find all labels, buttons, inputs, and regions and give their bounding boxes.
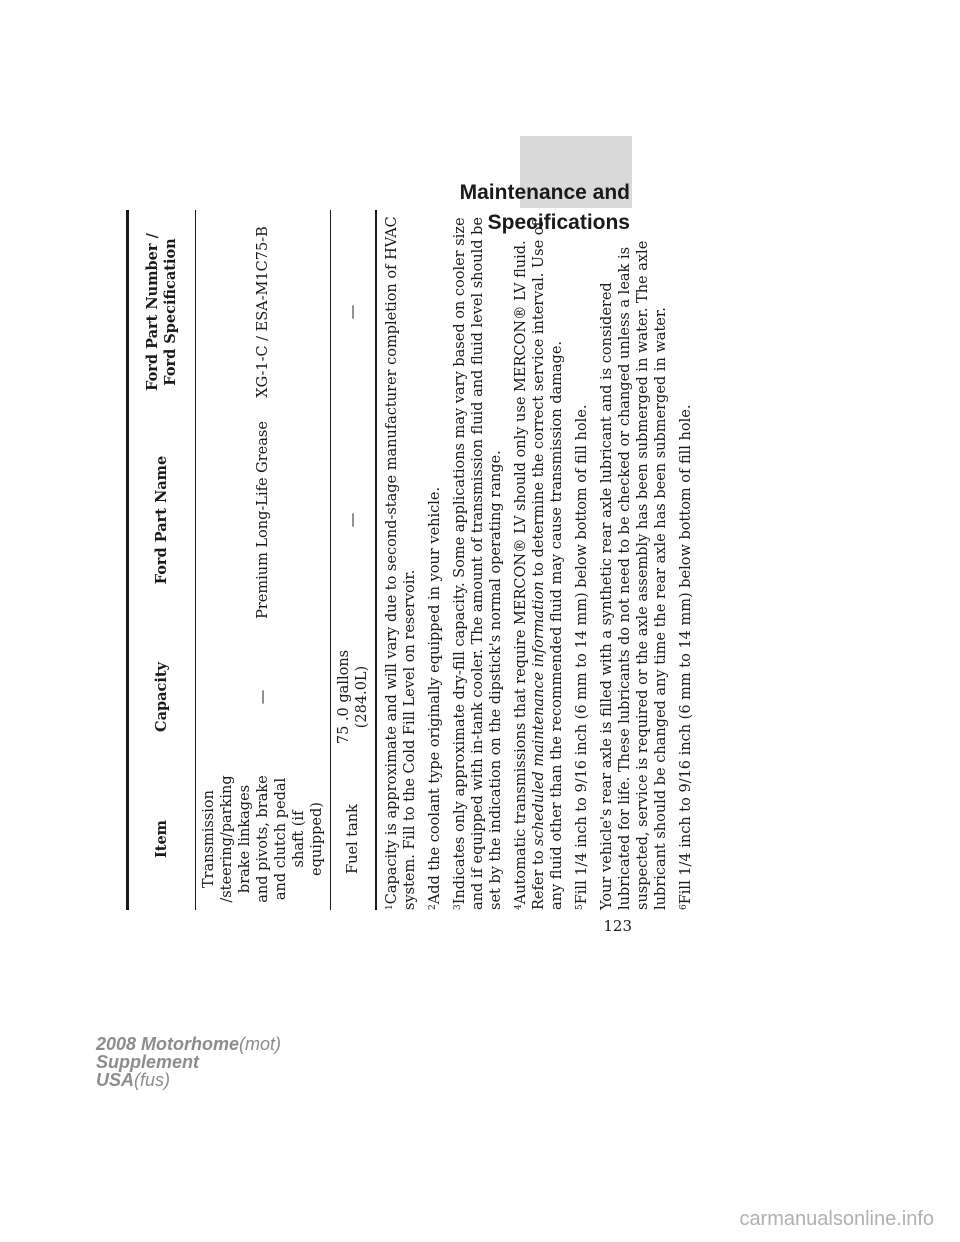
footer-market: USA xyxy=(96,1070,135,1090)
footnote-marker: 2 xyxy=(428,904,438,910)
footnote-text: Fill 1/4 inch to 9/16 inch (6 mm to 14 mm) below bottom of fill hole. xyxy=(574,404,590,905)
footer-line-2: Supplement xyxy=(96,1052,200,1072)
footer-line-1 xyxy=(96,1035,281,1053)
table-header-row xyxy=(128,210,196,910)
cell-part-name: Premium Long-Life Grease xyxy=(196,414,331,626)
footnote-text: Indicates only approximate dry-fill capacity. Some applications may vary based on cooler size and if equipped with in-tank cooler. The amount of transmission fluid and fluid level should be set by the indication on the dipstick's normal operating range. xyxy=(452,217,504,910)
footnote-text: Add the coolant type originally equipped in your vehicle. xyxy=(427,486,443,905)
footnote-marker: 6 xyxy=(679,904,689,910)
page-section-title: Maintenance and Specifications xyxy=(459,181,630,234)
footnote-text: Capacity is approximate and will vary due to second-stage manufacturer completion of HVAC system. Fill to the Cold Fill Level on reservoir. xyxy=(384,216,418,910)
table-row xyxy=(196,210,331,910)
watermark: carmanualsonline.info xyxy=(739,1208,934,1230)
footer-model: 2008 Motorhome xyxy=(96,1034,240,1054)
footnote-5 xyxy=(573,210,591,910)
footnote-marker: 4 xyxy=(514,904,524,910)
cell-item: Transmission /steering/parking brake linkages and pivots, brake and clutch pedal shaft (if equipped) xyxy=(196,768,331,910)
footnote-marker: 3 xyxy=(453,904,463,910)
footnote-text: Automatic transmissions that require MERCON® LV should only use MERCON® LV fluid. Refer to xyxy=(513,240,547,910)
cell-item: Fuel tank xyxy=(345,804,361,874)
column-header-part-name: Ford Part Name xyxy=(128,414,196,626)
cell-capacity: 75 .0 gallons (284.0L) xyxy=(336,649,370,745)
rotated-content xyxy=(126,210,694,910)
column-header-part-number: Ford Part Number / Ford Specification xyxy=(128,210,196,414)
footnote-marker: 5 xyxy=(575,904,585,910)
footer-model-code: (mot) xyxy=(239,1034,282,1054)
page-number: 123 xyxy=(603,917,632,935)
footnote-text: Fill 1/4 inch to 9/16 inch (6 mm to 14 mm) below bottom of fill hole. xyxy=(678,404,694,905)
footnote-reference: scheduled maintenance information xyxy=(531,581,547,846)
footnote-6 xyxy=(677,210,695,910)
footer-line-3 xyxy=(96,1071,281,1089)
footnote-text: to determine the correct service interval. Use of any fluid other than the recommended fluid may cause transmission damage. xyxy=(531,221,565,910)
cell-part-number: XG-1-C / ESA-M1C75-B xyxy=(196,210,331,414)
axle-paragraph: Your vehicle's rear axle is filled with a synthetic rear axle lubricant and is considered lubricated for life. These lubricants do not need to be checked or changed unless a leak is suspected, service is required or the axle assembly has been submerged in water. The axle lubricant should be changed any time the rear axle has been submerged in water. xyxy=(599,240,669,910)
footnote-1 xyxy=(383,210,419,910)
capacities-table xyxy=(126,210,377,910)
column-header-capacity: Capacity xyxy=(128,626,196,768)
footnote-marker: 1 xyxy=(385,904,395,910)
footnote-3 xyxy=(451,210,505,910)
cell-capacity: — xyxy=(196,626,331,768)
footnotes xyxy=(383,210,695,910)
footnote-2 xyxy=(426,210,444,910)
cell-part-number: — xyxy=(345,304,361,320)
footer-edition xyxy=(96,1035,281,1089)
table-row xyxy=(331,210,377,910)
footnote-4 xyxy=(512,210,566,910)
cell-part-name: — xyxy=(345,512,361,528)
footer-market-code: (fus) xyxy=(134,1070,171,1090)
column-header-item: Item xyxy=(128,768,196,910)
